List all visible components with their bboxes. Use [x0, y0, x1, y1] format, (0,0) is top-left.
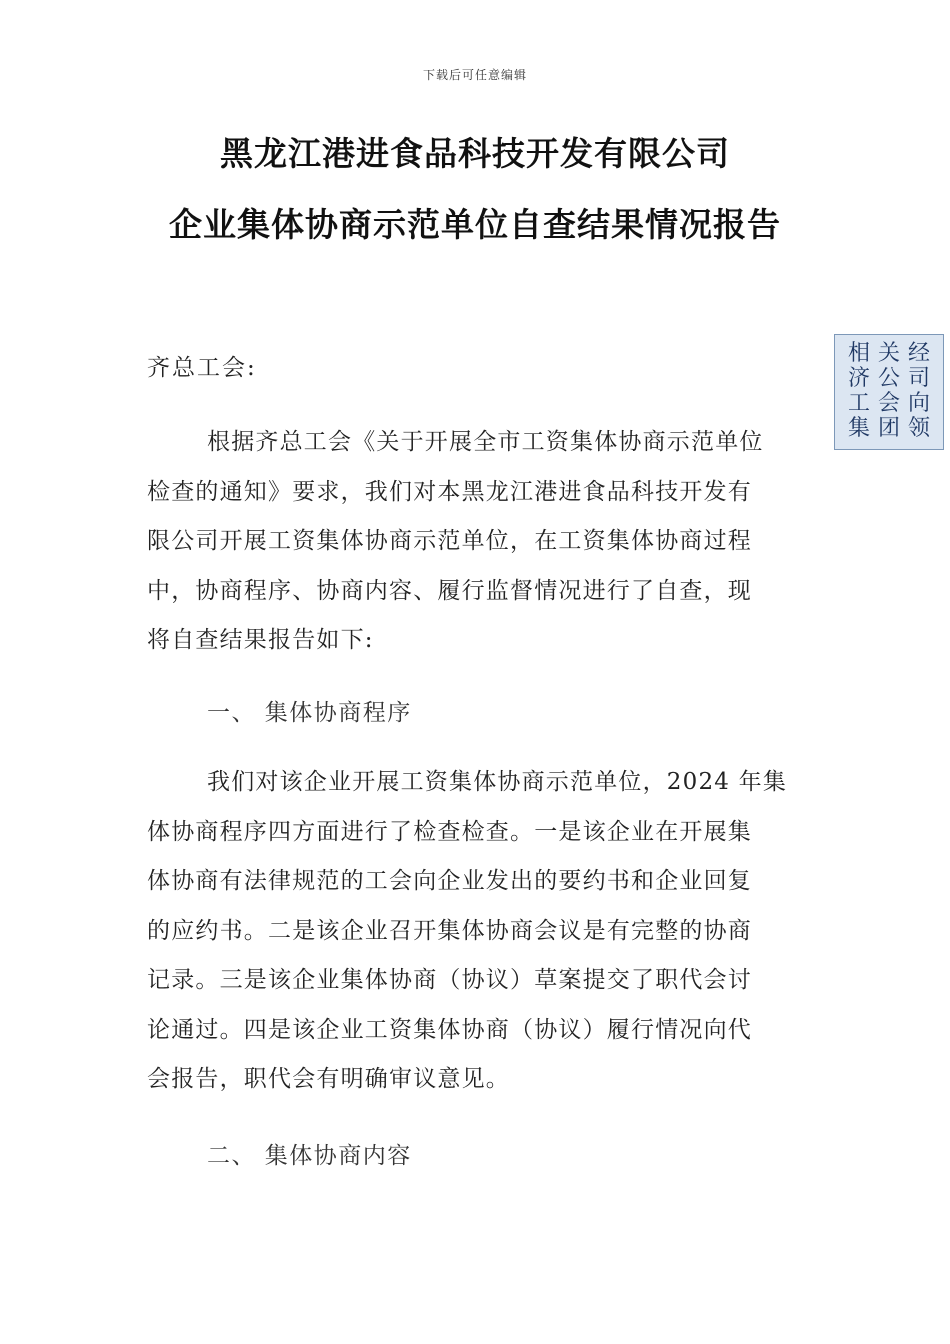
section-heading-2: 二、 集体协商内容	[207, 1143, 412, 1169]
paragraph-line: 根据齐总工会《关于开展全市工资集体协商示范单位	[207, 429, 764, 455]
salutation: 齐总工会:	[147, 355, 257, 381]
header-note: 下载后可任意编辑	[422, 68, 527, 82]
paragraph-line: 论通过。四是该企业工资集体协商（协议）履行情况向代	[147, 1016, 752, 1043]
side-note-column: 经 司 向 领	[908, 341, 931, 441]
document-title-line-2: 企业集体协商示范单位自查结果情况报告	[169, 205, 781, 244]
section-1-paragraph	[147, 758, 807, 1105]
paragraph-line: 中，协商程序、协商内容、履行监督情况进行了自查，现	[147, 577, 752, 604]
paragraph-line: 的应约书。二是该企业召开集体协商会议是有完整的协商	[147, 917, 752, 944]
paragraph-line: 我们对该企业开展工资集体协商示范单位，2024 年集	[207, 769, 788, 795]
paragraph-line: 会报告，职代会有明确审议意见。	[147, 1066, 510, 1092]
paragraph-line: 体协商有法律规范的工会向企业发出的要约书和企业回复	[147, 868, 752, 894]
side-note-column: 关 公 会 团	[877, 341, 900, 441]
document-title-line-1: 黑龙江港进食品科技开发有限公司	[220, 134, 730, 173]
paragraph-line: 限公司开展工资集体协商示范单位，在工资集体协商过程	[147, 528, 752, 554]
paragraph-line: 将自查结果报告如下:	[147, 627, 374, 653]
intro-paragraph	[147, 418, 807, 666]
side-note-column: 相 济 工 集	[847, 341, 870, 441]
section-heading-1: 一、 集体协商程序	[207, 700, 412, 726]
paragraph-line: 体协商程序四方面进行了检查检查。一是该企业在开展集	[147, 818, 752, 845]
side-note-box	[834, 334, 944, 450]
paragraph-line: 检查的通知》要求，我们对本黑龙江港进食品科技开发有	[147, 478, 752, 505]
paragraph-line: 记录。三是该企业集体协商（协议）草案提交了职代会讨	[147, 967, 752, 993]
